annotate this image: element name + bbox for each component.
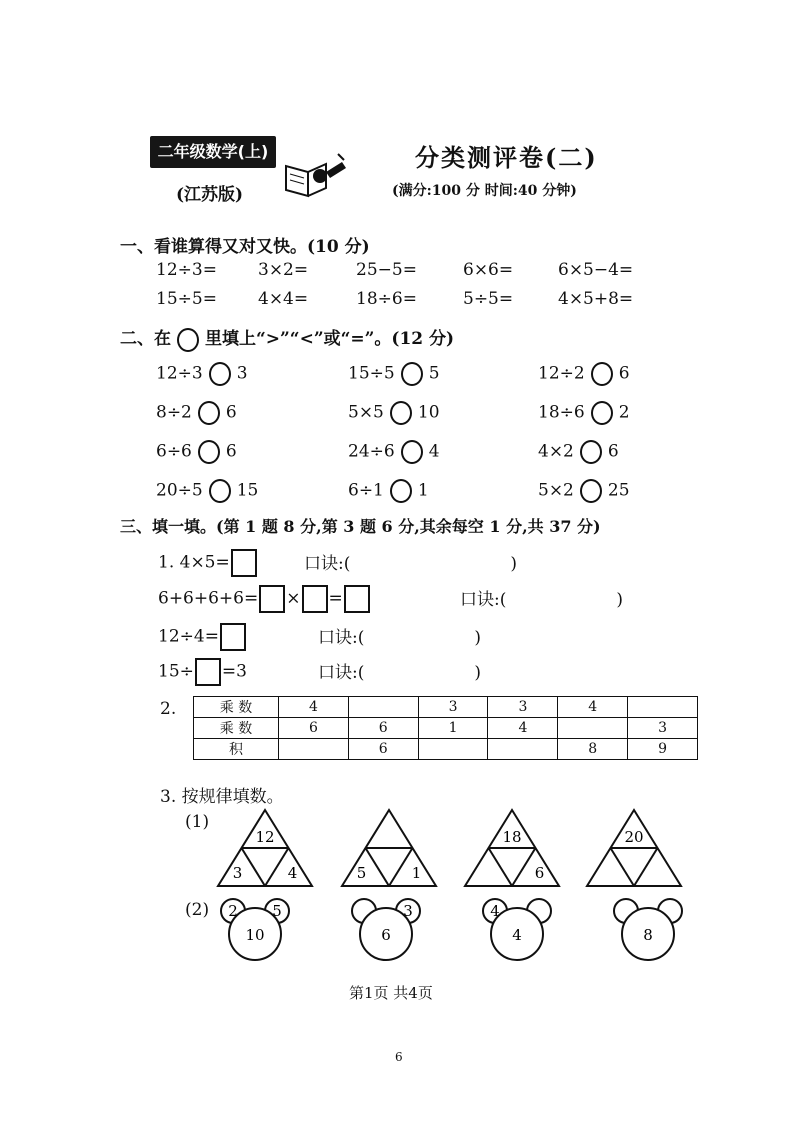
page-title: 分类测评卷(二) [415,143,598,172]
triangle-right-number: 4 [287,864,298,882]
section-3-heading: 三、填一填。(第 1 题 8 分,第 3 题 6 分,其余每空 1 分,共 37 分) [120,517,601,536]
table-cell[interactable]: 4 [279,697,349,718]
calc-item: 6×5−4= [558,260,634,280]
compare-item: 18÷6 2 [538,401,630,425]
compare-item: 5×5 10 [348,401,440,425]
pattern-2-label: (2) [185,900,210,920]
section-1-heading: 一、看谁算得又对又快。(10 分) [120,237,370,257]
table-cell[interactable]: 4 [558,697,628,718]
page-number: 6 [395,1050,403,1064]
mouse-right-ear-number: 3 [403,902,413,920]
mouse-figure [221,899,289,960]
mouse-right-ear-number: 5 [272,902,282,920]
table-cell[interactable]: 1 [418,718,488,739]
triangle-left-number: 5 [356,864,367,882]
triangle-top-number: 12 [255,828,275,846]
triangle-top-number: 18 [502,828,522,846]
number-triangle [342,810,436,886]
rhyme-prompt: 口诀:( ) [304,554,518,574]
calc-item: 4×5+8= [558,289,634,309]
compare-item: 5×2 25 [538,479,630,503]
compare-item: 6÷6 6 [156,440,237,464]
edition-label: (江苏版) [176,185,244,205]
rhyme-prompt: 口诀:( ) [318,663,482,683]
q2-label: 2. [160,699,177,719]
compare-item: 6÷1 1 [348,479,429,503]
compare-item: 4×2 6 [538,440,619,464]
mouse-left-ear-number: 4 [490,902,500,920]
row-header: 积 [194,739,279,760]
compare-item: 20÷5 15 [156,479,258,503]
table-cell[interactable]: 3 [628,718,698,739]
table-cell[interactable]: 6 [279,718,349,739]
compare-item: 12÷2 6 [538,362,630,386]
compare-item: 12÷3 3 [156,362,248,386]
pattern-1-label: (1) [185,812,210,832]
grade-badge: 二年级数学(上) [150,136,276,168]
section-2-heading-prefix: 二、在 [120,329,171,349]
table-cell[interactable]: 9 [628,739,698,760]
rhyme-prompt: 口诀:( ) [460,590,624,610]
compare-item: 15÷5 5 [348,362,440,386]
q1-line-1: 1. 4×5= [158,549,258,577]
q1-line-3: 12÷4= [158,623,247,651]
rhyme-prompt: 口诀:( ) [318,628,482,648]
compare-item: 24÷6 4 [348,440,440,464]
score-time-info: (满分:100 分 时间:40 分钟) [392,183,577,199]
q1-line-2: 6+6+6+6= × = [158,585,371,613]
mouse-center-number: 6 [381,926,391,944]
row-header: 乘 数 [194,697,279,718]
table-cell[interactable]: 8 [558,739,628,760]
calc-item: 15÷5= [156,289,217,309]
table-cell[interactable]: 3 [418,697,488,718]
calc-item: 18÷6= [356,289,417,309]
number-triangle [218,810,312,886]
mouse-figure [352,899,420,960]
row-header: 乘 数 [194,718,279,739]
section-2-heading-suffix: 里填上“>”“<”或“=”。(12 分) [205,329,455,349]
triangle-right-number: 1 [411,864,422,882]
calc-item: 4×4= [258,289,309,309]
table-cell[interactable]: 4 [488,718,558,739]
number-triangle [587,810,681,886]
mouse-figure [483,899,551,960]
triangle-right-number: 6 [534,864,545,882]
table-cell[interactable]: 6 [348,718,418,739]
mouse-figure [614,899,682,960]
calc-item: 12÷3= [156,260,217,280]
table-cell[interactable]: 3 [488,697,558,718]
mouse-center-number: 4 [512,926,522,944]
page-footer: 第1页 共4页 [349,984,433,1002]
compare-item: 8÷2 6 [156,401,237,425]
calc-item: 6×6= [463,260,514,280]
number-triangle [465,810,559,886]
mouse-center-number: 10 [245,926,265,944]
triangle-top-number: 20 [624,828,644,846]
calc-item: 5÷5= [463,289,514,309]
mouse-center-number: 8 [643,926,653,944]
q3-label: 3. 按规律填数。 [160,787,284,807]
table-cell[interactable]: 6 [348,739,418,760]
q1-line-4: 15÷ =3 [158,658,247,686]
triangle-left-number: 3 [232,864,243,882]
mouse-left-ear-number: 2 [228,902,238,920]
calc-item: 3×2= [258,260,309,280]
calc-item: 25−5= [356,260,417,280]
